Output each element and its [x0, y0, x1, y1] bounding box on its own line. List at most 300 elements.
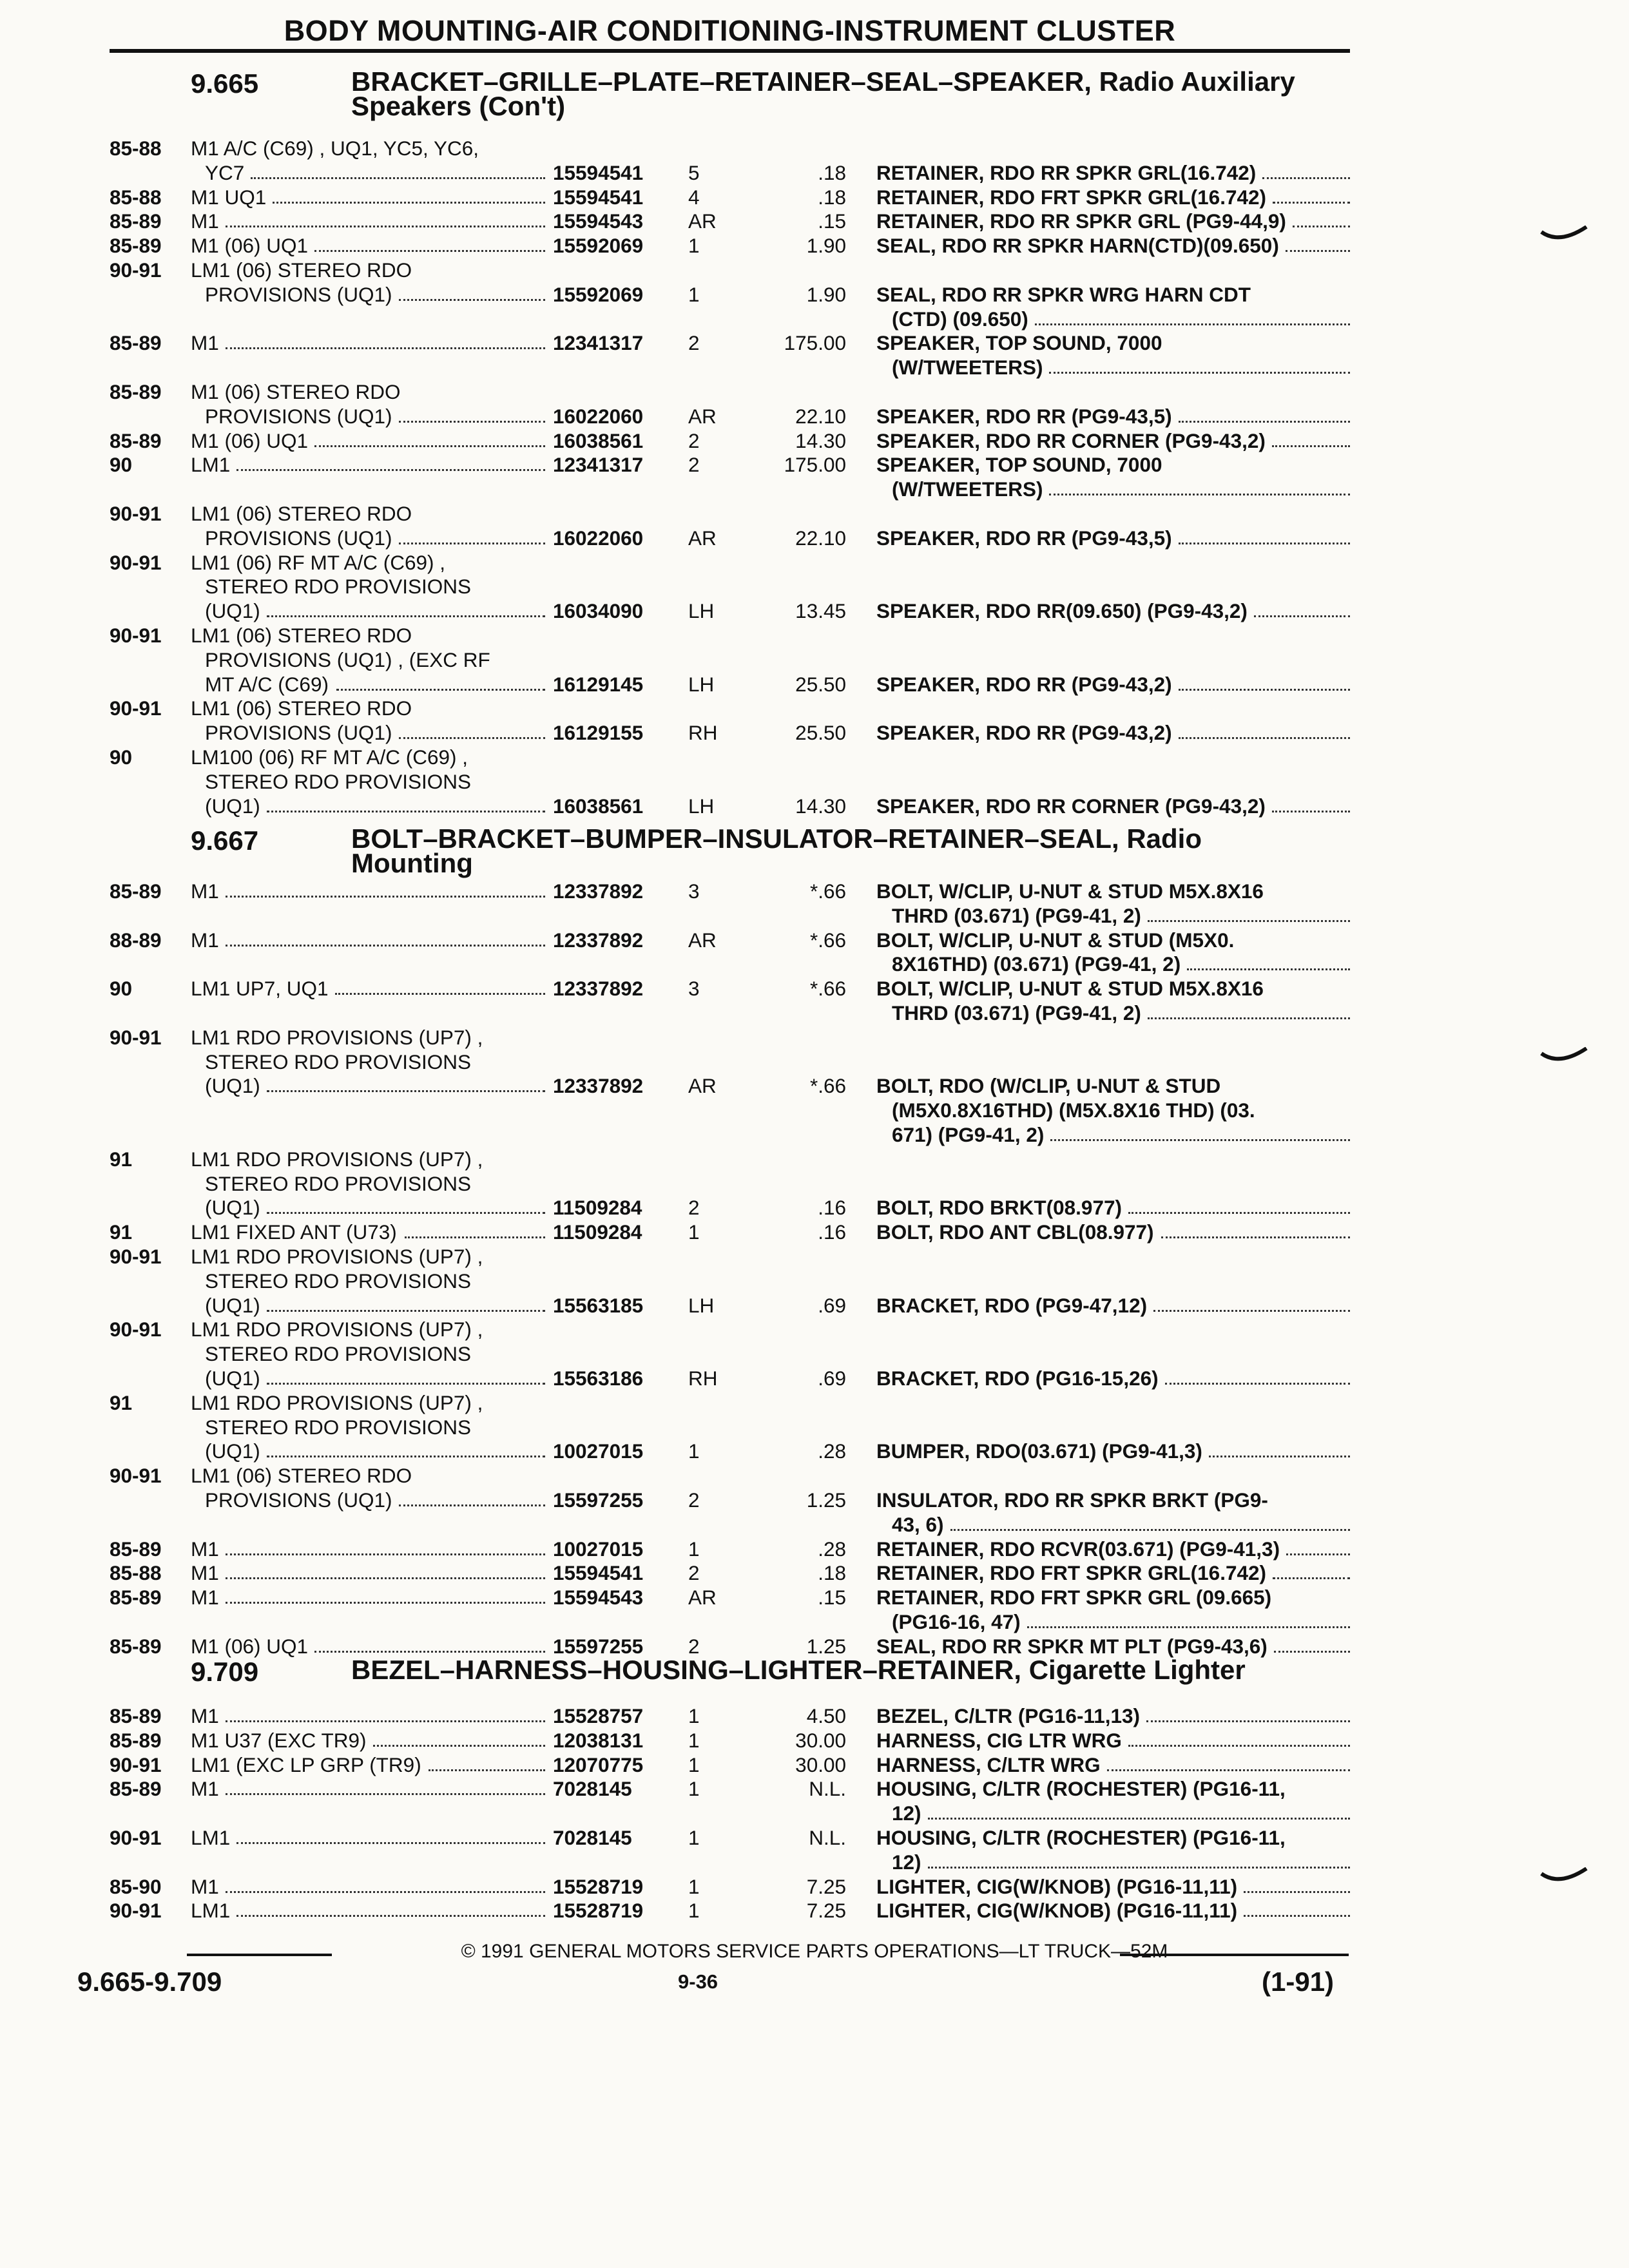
price: .18: [818, 185, 846, 209]
part-description: SEAL, RDO RR SPKR WRG HARN CDT: [876, 282, 1251, 306]
model-year: 90: [110, 453, 133, 477]
part-description: LIGHTER, CIG(W/KNOB) (PG16-11,11): [876, 1899, 1238, 1923]
price: .28: [818, 1439, 846, 1463]
part-entry-continuation: [0, 1342, 1629, 1365]
part-description: BEZEL, C/LTR (PG16-11,13): [876, 1704, 1141, 1727]
dot-leader: [1286, 1553, 1350, 1555]
part-number: 15528719: [553, 1874, 644, 1898]
part-entry-continuation: [0, 502, 1629, 525]
part-entry-row: [0, 1899, 1629, 1922]
price: 30.00: [795, 1728, 846, 1752]
dot-leader: [1187, 968, 1350, 970]
model-application: LM1: [191, 453, 231, 477]
part-number: 7028145: [553, 1826, 632, 1849]
model-application: LM1 (06) RF MT A/C (C69) ,: [191, 550, 445, 574]
part-number: 16129155: [553, 721, 644, 745]
part-number: 10027015: [553, 1439, 644, 1463]
model-application: LM1: [191, 1899, 231, 1923]
model-application: STEREO RDO PROVISIONS: [205, 1415, 472, 1439]
model-application: LM1 (06) STEREO RDO: [191, 697, 412, 720]
model-application: PROVISIONS (UQ1) , (EXC RF: [205, 648, 490, 671]
dot-leader: [399, 299, 545, 301]
dot-leader: [226, 347, 545, 349]
part-description: SPEAKER, TOP SOUND, 7000: [876, 453, 1162, 477]
section-title-line: BEZEL–HARNESS–HOUSING–LIGHTER–RETAINER, Cigarette Lighter: [351, 1655, 1246, 1685]
part-description: (M5X0.8X16THD) (M5X.8X16 THD) (03.: [892, 1099, 1255, 1122]
price: N.L.: [809, 1826, 846, 1849]
part-number: 16038561: [553, 428, 644, 452]
dot-leader: [399, 737, 545, 739]
price: 13.45: [795, 599, 846, 623]
price: *.66: [809, 928, 846, 952]
dot-leader: [226, 945, 545, 947]
quantity: 2: [688, 428, 700, 452]
dot-leader: [236, 469, 545, 471]
model-year: 90-91: [110, 1753, 162, 1776]
price: .15: [818, 1586, 846, 1610]
part-entry-row: [0, 526, 1629, 550]
model-year: 85-89: [110, 1634, 162, 1658]
part-entry-row: [0, 453, 1629, 476]
quantity: 2: [688, 1488, 700, 1512]
model-application: PROVISIONS (UQ1): [205, 526, 392, 550]
part-description: HARNESS, CIG LTR WRG: [876, 1728, 1122, 1752]
model-year: 90-91: [110, 697, 162, 720]
part-number: 16129145: [553, 672, 644, 696]
model-year: 90-91: [110, 1245, 162, 1268]
part-entry-continuation: [0, 1123, 1629, 1146]
quantity: 1: [688, 1899, 700, 1923]
dot-leader: [267, 1090, 545, 1092]
part-entry-continuation: [0, 477, 1629, 501]
part-description: BOLT, RDO ANT CBL(08.977): [876, 1220, 1154, 1244]
price: 22.10: [795, 404, 846, 428]
part-entry-row: [0, 1367, 1629, 1390]
model-year: 91: [110, 1147, 133, 1171]
model-application: M1: [191, 1874, 219, 1898]
model-application: LM1 UP7, UQ1: [191, 977, 329, 1001]
part-description: BUMPER, RDO(03.671) (PG9-41,3): [876, 1439, 1202, 1463]
model-application: (UQ1): [205, 1074, 260, 1098]
part-entry-row: [0, 1704, 1629, 1727]
part-description: RETAINER, RDO RCVR(03.671) (PG9-41,3): [876, 1537, 1280, 1561]
dot-leader: [236, 1842, 545, 1844]
dot-leader: [1049, 372, 1350, 374]
quantity: 1: [688, 282, 700, 306]
part-entry-row: [0, 429, 1629, 452]
part-entry-continuation: [0, 575, 1629, 598]
part-description: SEAL, RDO RR SPKR HARN(CTD)(09.650): [876, 234, 1279, 258]
dot-leader: [226, 1553, 545, 1555]
model-application: LM1: [191, 1826, 231, 1849]
price: 25.50: [795, 672, 846, 696]
part-number: 16038561: [553, 794, 644, 818]
dot-leader: [1146, 1720, 1350, 1722]
part-entry-row: [0, 1561, 1629, 1584]
part-number: 15594543: [553, 1586, 644, 1610]
price: 4.50: [806, 1704, 846, 1727]
part-entry-row: [0, 879, 1629, 903]
dot-leader: [429, 1769, 545, 1771]
dot-leader: [1244, 1891, 1350, 1893]
part-description: 8X16THD) (03.671) (PG9-41, 2): [892, 952, 1181, 976]
part-entry-row: [0, 1074, 1629, 1097]
price: .28: [818, 1537, 846, 1561]
quantity: 1: [688, 1439, 700, 1463]
dot-leader: [1262, 177, 1350, 179]
part-entry-row: [0, 1875, 1629, 1898]
part-entry-continuation: [0, 904, 1629, 927]
part-description: THRD (03.671) (PG9-41, 2): [892, 1001, 1141, 1024]
quantity: 1: [688, 1220, 700, 1244]
dot-leader: [226, 1602, 545, 1604]
part-entry-continuation: [0, 1850, 1629, 1874]
price: .69: [818, 1293, 846, 1317]
price: 1.25: [806, 1634, 846, 1658]
model-year: 85-89: [110, 380, 162, 403]
model-year: 85-89: [110, 331, 162, 355]
part-number: 12337892: [553, 1074, 644, 1098]
part-entry-continuation: [0, 1099, 1629, 1122]
part-number: 15594543: [553, 209, 644, 233]
quantity: 2: [688, 331, 700, 355]
part-description: BOLT, W/CLIP, U-NUT & STUD M5X.8X16: [876, 879, 1264, 903]
part-description: SPEAKER, RDO RR CORNER (PG9-43,2): [876, 794, 1266, 818]
part-entry-continuation: [0, 1269, 1629, 1293]
dot-leader: [928, 1818, 1350, 1820]
dot-leader: [314, 1651, 545, 1653]
price: N.L.: [809, 1777, 846, 1801]
quantity: 5: [688, 160, 700, 184]
part-number: 12070775: [553, 1753, 644, 1776]
dot-leader: [1272, 445, 1350, 447]
part-entry-continuation: [0, 1172, 1629, 1195]
model-year: 85-89: [110, 1777, 162, 1801]
part-entry-continuation: [0, 1391, 1629, 1414]
part-description: HOUSING, C/LTR (ROCHESTER) (PG16-11,: [876, 1777, 1286, 1801]
dot-leader: [335, 993, 545, 995]
model-application: LM1 (06) STEREO RDO: [191, 624, 412, 647]
part-entry-continuation: [0, 745, 1629, 769]
part-description: INSULATOR, RDO RR SPKR BRKT (PG9-: [876, 1488, 1268, 1512]
dot-leader: [226, 1891, 545, 1893]
quantity: 1: [688, 1777, 700, 1801]
dot-leader: [1050, 1139, 1350, 1141]
dot-leader: [226, 896, 545, 898]
footer-section-range: 9.665-9.709: [77, 1966, 222, 1997]
footer-revision-date: (1-91): [1262, 1966, 1335, 1997]
model-application: PROVISIONS (UQ1): [205, 404, 392, 428]
model-application: M1: [191, 928, 219, 952]
quantity: AR: [688, 1586, 717, 1610]
part-entry-continuation: [0, 648, 1629, 671]
dot-leader: [1254, 615, 1350, 617]
model-year: 91: [110, 1220, 133, 1244]
dot-leader: [1273, 1577, 1350, 1579]
price: *.66: [809, 977, 846, 1001]
part-entry-continuation: [0, 697, 1629, 720]
dot-leader: [1244, 1915, 1350, 1917]
part-entry-row: [0, 1196, 1629, 1219]
section-title-line: BOLT–BRACKET–BUMPER–INSULATOR–RETAINER–SEAL, Radio: [351, 823, 1202, 854]
part-number: 16034090: [553, 599, 644, 623]
model-application: (UQ1): [205, 1196, 260, 1220]
part-entry-row: [0, 1537, 1629, 1561]
quantity: 1: [688, 234, 700, 258]
part-entry-continuation: [0, 356, 1629, 379]
price: 14.30: [795, 794, 846, 818]
dot-leader: [336, 689, 545, 691]
quantity: 2: [688, 1196, 700, 1220]
part-entry-row: [0, 673, 1629, 696]
quantity: 1: [688, 1728, 700, 1752]
dot-leader: [267, 811, 545, 812]
part-entry-row: [0, 721, 1629, 744]
part-entry-continuation: [0, 1513, 1629, 1536]
dot-leader: [1179, 737, 1350, 739]
quantity: 3: [688, 879, 700, 903]
part-number: 11509284: [553, 1220, 642, 1244]
model-year: 85-88: [110, 137, 162, 160]
part-description: SPEAKER, RDO RR (PG9-43,2): [876, 721, 1172, 745]
price: 22.10: [795, 526, 846, 550]
part-description: (CTD) (09.650): [892, 307, 1028, 331]
dot-leader: [1293, 226, 1350, 227]
part-entry-continuation: [0, 1318, 1629, 1341]
part-number: 12038131: [553, 1728, 644, 1752]
model-application: M1: [191, 1777, 219, 1801]
part-description: SPEAKER, RDO RR(09.650) (PG9-43,2): [876, 599, 1248, 623]
dot-leader: [226, 1720, 545, 1722]
part-description: (W/TWEETERS): [892, 356, 1043, 380]
section-number: 9.667: [191, 825, 259, 856]
footer-page-number: 9-36: [678, 1970, 718, 1993]
model-application: MT A/C (C69): [205, 672, 329, 696]
model-application: M1: [191, 331, 219, 355]
part-entry-continuation: [0, 551, 1629, 574]
part-entry-row: [0, 1220, 1629, 1244]
punch-mark-3: [1540, 1867, 1588, 1885]
part-number: 15597255: [553, 1488, 644, 1512]
part-entry-row: [0, 1294, 1629, 1317]
part-description: LIGHTER, CIG(W/KNOB) (PG16-11,11): [876, 1874, 1238, 1898]
part-description: SPEAKER, RDO RR (PG9-43,2): [876, 672, 1172, 696]
part-number: 15528757: [553, 1704, 644, 1727]
model-application: PROVISIONS (UQ1): [205, 721, 392, 745]
part-number: 11509284: [553, 1196, 642, 1220]
part-number: 15592069: [553, 282, 644, 306]
part-number: 10027015: [553, 1537, 644, 1561]
model-year: 85-89: [110, 1704, 162, 1727]
dot-leader: [251, 177, 545, 179]
price: 14.30: [795, 428, 846, 452]
price: *.66: [809, 1074, 846, 1098]
part-number: 12341317: [553, 331, 644, 355]
quantity: AR: [688, 1074, 717, 1098]
part-description: SPEAKER, TOP SOUND, 7000: [876, 331, 1162, 355]
part-entry-row: [0, 161, 1629, 184]
part-number: 15563185: [553, 1293, 644, 1317]
section-title-line: BRACKET–GRILLE–PLATE–RETAINER–SEAL–SPEAKER, Radio Auxiliary: [351, 66, 1295, 97]
dot-leader: [399, 1504, 545, 1506]
dot-leader: [1035, 323, 1350, 325]
section-title-line: Speakers (Con't): [351, 91, 566, 121]
dot-leader: [373, 1745, 545, 1747]
model-year: 85-89: [110, 1586, 162, 1610]
part-entry-row: [0, 1586, 1629, 1609]
model-application: M1 (06) UQ1: [191, 428, 309, 452]
dot-leader: [950, 1529, 1350, 1531]
section-number: 9.665: [191, 68, 259, 99]
dot-leader: [1165, 1383, 1350, 1385]
dot-leader: [1148, 920, 1350, 922]
part-entry-row: [0, 1488, 1629, 1512]
part-entry-continuation: [0, 1026, 1629, 1049]
model-application: PROVISIONS (UQ1): [205, 282, 392, 306]
model-year: 90-91: [110, 1464, 162, 1488]
part-description: BOLT, W/CLIP, U-NUT & STUD (M5X0.: [876, 928, 1235, 952]
part-description: BOLT, RDO (W/CLIP, U-NUT & STUD: [876, 1074, 1221, 1098]
model-year: 85-89: [110, 1537, 162, 1561]
part-entry-continuation: [0, 1148, 1629, 1171]
model-application: M1 U37 (EXC TR9): [191, 1728, 367, 1752]
model-year: 90-91: [110, 550, 162, 574]
part-entry-row: [0, 331, 1629, 354]
model-application: M1: [191, 879, 219, 903]
quantity: RH: [688, 1367, 718, 1390]
part-description: RETAINER, RDO RR SPKR GRL(16.742): [876, 160, 1257, 184]
section-number: 9.709: [191, 1657, 259, 1687]
price: *.66: [809, 879, 846, 903]
price: 175.00: [784, 331, 846, 355]
price: 1.25: [806, 1488, 846, 1512]
model-application: M1 (06) UQ1: [191, 234, 309, 258]
part-description: RETAINER, RDO FRT SPKR GRL (09.665): [876, 1586, 1272, 1610]
dot-leader: [1179, 543, 1350, 544]
part-description: 12): [892, 1850, 921, 1874]
model-application: LM1 RDO PROVISIONS (UP7) ,: [191, 1025, 483, 1049]
part-number: 16022060: [553, 404, 644, 428]
part-entry-row: [0, 928, 1629, 952]
dot-leader: [1179, 421, 1350, 423]
part-entry-row: [0, 186, 1629, 209]
dot-leader: [226, 226, 545, 227]
part-entry-row: [0, 283, 1629, 306]
punch-mark-2: [1540, 1047, 1588, 1065]
part-entry-continuation: [0, 1245, 1629, 1268]
part-description: 671) (PG9-41, 2): [892, 1123, 1045, 1146]
model-year: 88-89: [110, 928, 162, 952]
part-entry-continuation: [0, 952, 1629, 975]
model-application: LM1 RDO PROVISIONS (UP7) ,: [191, 1390, 483, 1414]
quantity: 1: [688, 1704, 700, 1727]
quantity: AR: [688, 928, 717, 952]
quantity: LH: [688, 599, 715, 623]
price: .18: [818, 160, 846, 184]
model-application: LM1 (06) STEREO RDO: [191, 258, 412, 282]
model-year: 90-91: [110, 624, 162, 647]
part-entry-row: [0, 977, 1629, 1000]
part-description: SPEAKER, RDO RR (PG9-43,5): [876, 526, 1172, 550]
dot-leader: [1209, 1456, 1350, 1457]
quantity: 1: [688, 1874, 700, 1898]
dot-leader: [1128, 1745, 1350, 1747]
model-application: LM1 RDO PROVISIONS (UP7) ,: [191, 1147, 483, 1171]
dot-leader: [399, 543, 545, 544]
dot-leader: [267, 1212, 545, 1214]
price: 30.00: [795, 1753, 846, 1776]
dot-leader: [273, 202, 545, 204]
quantity: AR: [688, 526, 717, 550]
part-number: 12337892: [553, 928, 644, 952]
footer-copyright: © 1991 GENERAL MOTORS SERVICE PARTS OPERATIONS—LT TRUCK—52M: [461, 1941, 1168, 1962]
model-application: LM100 (06) RF MT A/C (C69) ,: [191, 745, 468, 769]
price: .18: [818, 1561, 846, 1585]
model-year: 90-91: [110, 258, 162, 282]
dot-leader: [236, 1915, 545, 1917]
dot-leader: [1286, 250, 1350, 252]
quantity: 1: [688, 1753, 700, 1776]
price: .69: [818, 1367, 846, 1390]
part-description: SPEAKER, RDO RR (PG9-43,5): [876, 404, 1172, 428]
model-year: 90-91: [110, 1025, 162, 1049]
model-year: 91: [110, 1390, 133, 1414]
price: 7.25: [806, 1899, 846, 1923]
dot-leader: [267, 1310, 545, 1312]
quantity: 4: [688, 185, 700, 209]
part-entry-row: [0, 209, 1629, 233]
part-entry-row: [0, 1439, 1629, 1463]
dot-leader: [1027, 1626, 1350, 1628]
model-year: 85-89: [110, 234, 162, 258]
part-entry-continuation: [0, 1050, 1629, 1073]
model-year: 90-91: [110, 502, 162, 525]
dot-leader: [1272, 811, 1350, 812]
dot-leader: [226, 1793, 545, 1795]
model-application: STEREO RDO PROVISIONS: [205, 1342, 472, 1366]
part-description: 12): [892, 1802, 921, 1825]
part-entry-row: [0, 1826, 1629, 1849]
part-description: RETAINER, RDO FRT SPKR GRL(16.742): [876, 1561, 1266, 1585]
model-application: M1 A/C (C69) , UQ1, YC5, YC6,: [191, 137, 479, 160]
model-application: M1 UQ1: [191, 185, 267, 209]
section-title-line: Mounting: [351, 848, 473, 878]
part-description: THRD (03.671) (PG9-41, 2): [892, 903, 1141, 927]
dot-leader: [1153, 1310, 1350, 1312]
part-description: (PG16-16, 47): [892, 1610, 1021, 1633]
dot-leader: [1179, 689, 1350, 691]
quantity: AR: [688, 404, 717, 428]
part-entry-continuation: [0, 1610, 1629, 1633]
page-title: BODY MOUNTING-AIR CONDITIONING-INSTRUMENT CLUSTER: [284, 14, 1176, 47]
model-year: 85-89: [110, 879, 162, 903]
part-number: 12337892: [553, 977, 644, 1001]
part-number: 15528719: [553, 1899, 644, 1923]
part-entry-continuation: [0, 1001, 1629, 1024]
price: .15: [818, 209, 846, 233]
part-description: (W/TWEETERS): [892, 477, 1043, 501]
model-application: (UQ1): [205, 1439, 260, 1463]
quantity: LH: [688, 672, 715, 696]
dot-leader: [1049, 494, 1350, 495]
model-year: 85-88: [110, 185, 162, 209]
part-entry-row: [0, 1753, 1629, 1776]
model-application: LM1 (06) STEREO RDO: [191, 502, 412, 525]
part-description: SPEAKER, RDO RR CORNER (PG9-43,2): [876, 428, 1266, 452]
model-application: PROVISIONS (UQ1): [205, 1488, 392, 1512]
part-description: BRACKET, RDO (PG9-47,12): [876, 1293, 1148, 1317]
model-application: M1: [191, 1704, 219, 1727]
